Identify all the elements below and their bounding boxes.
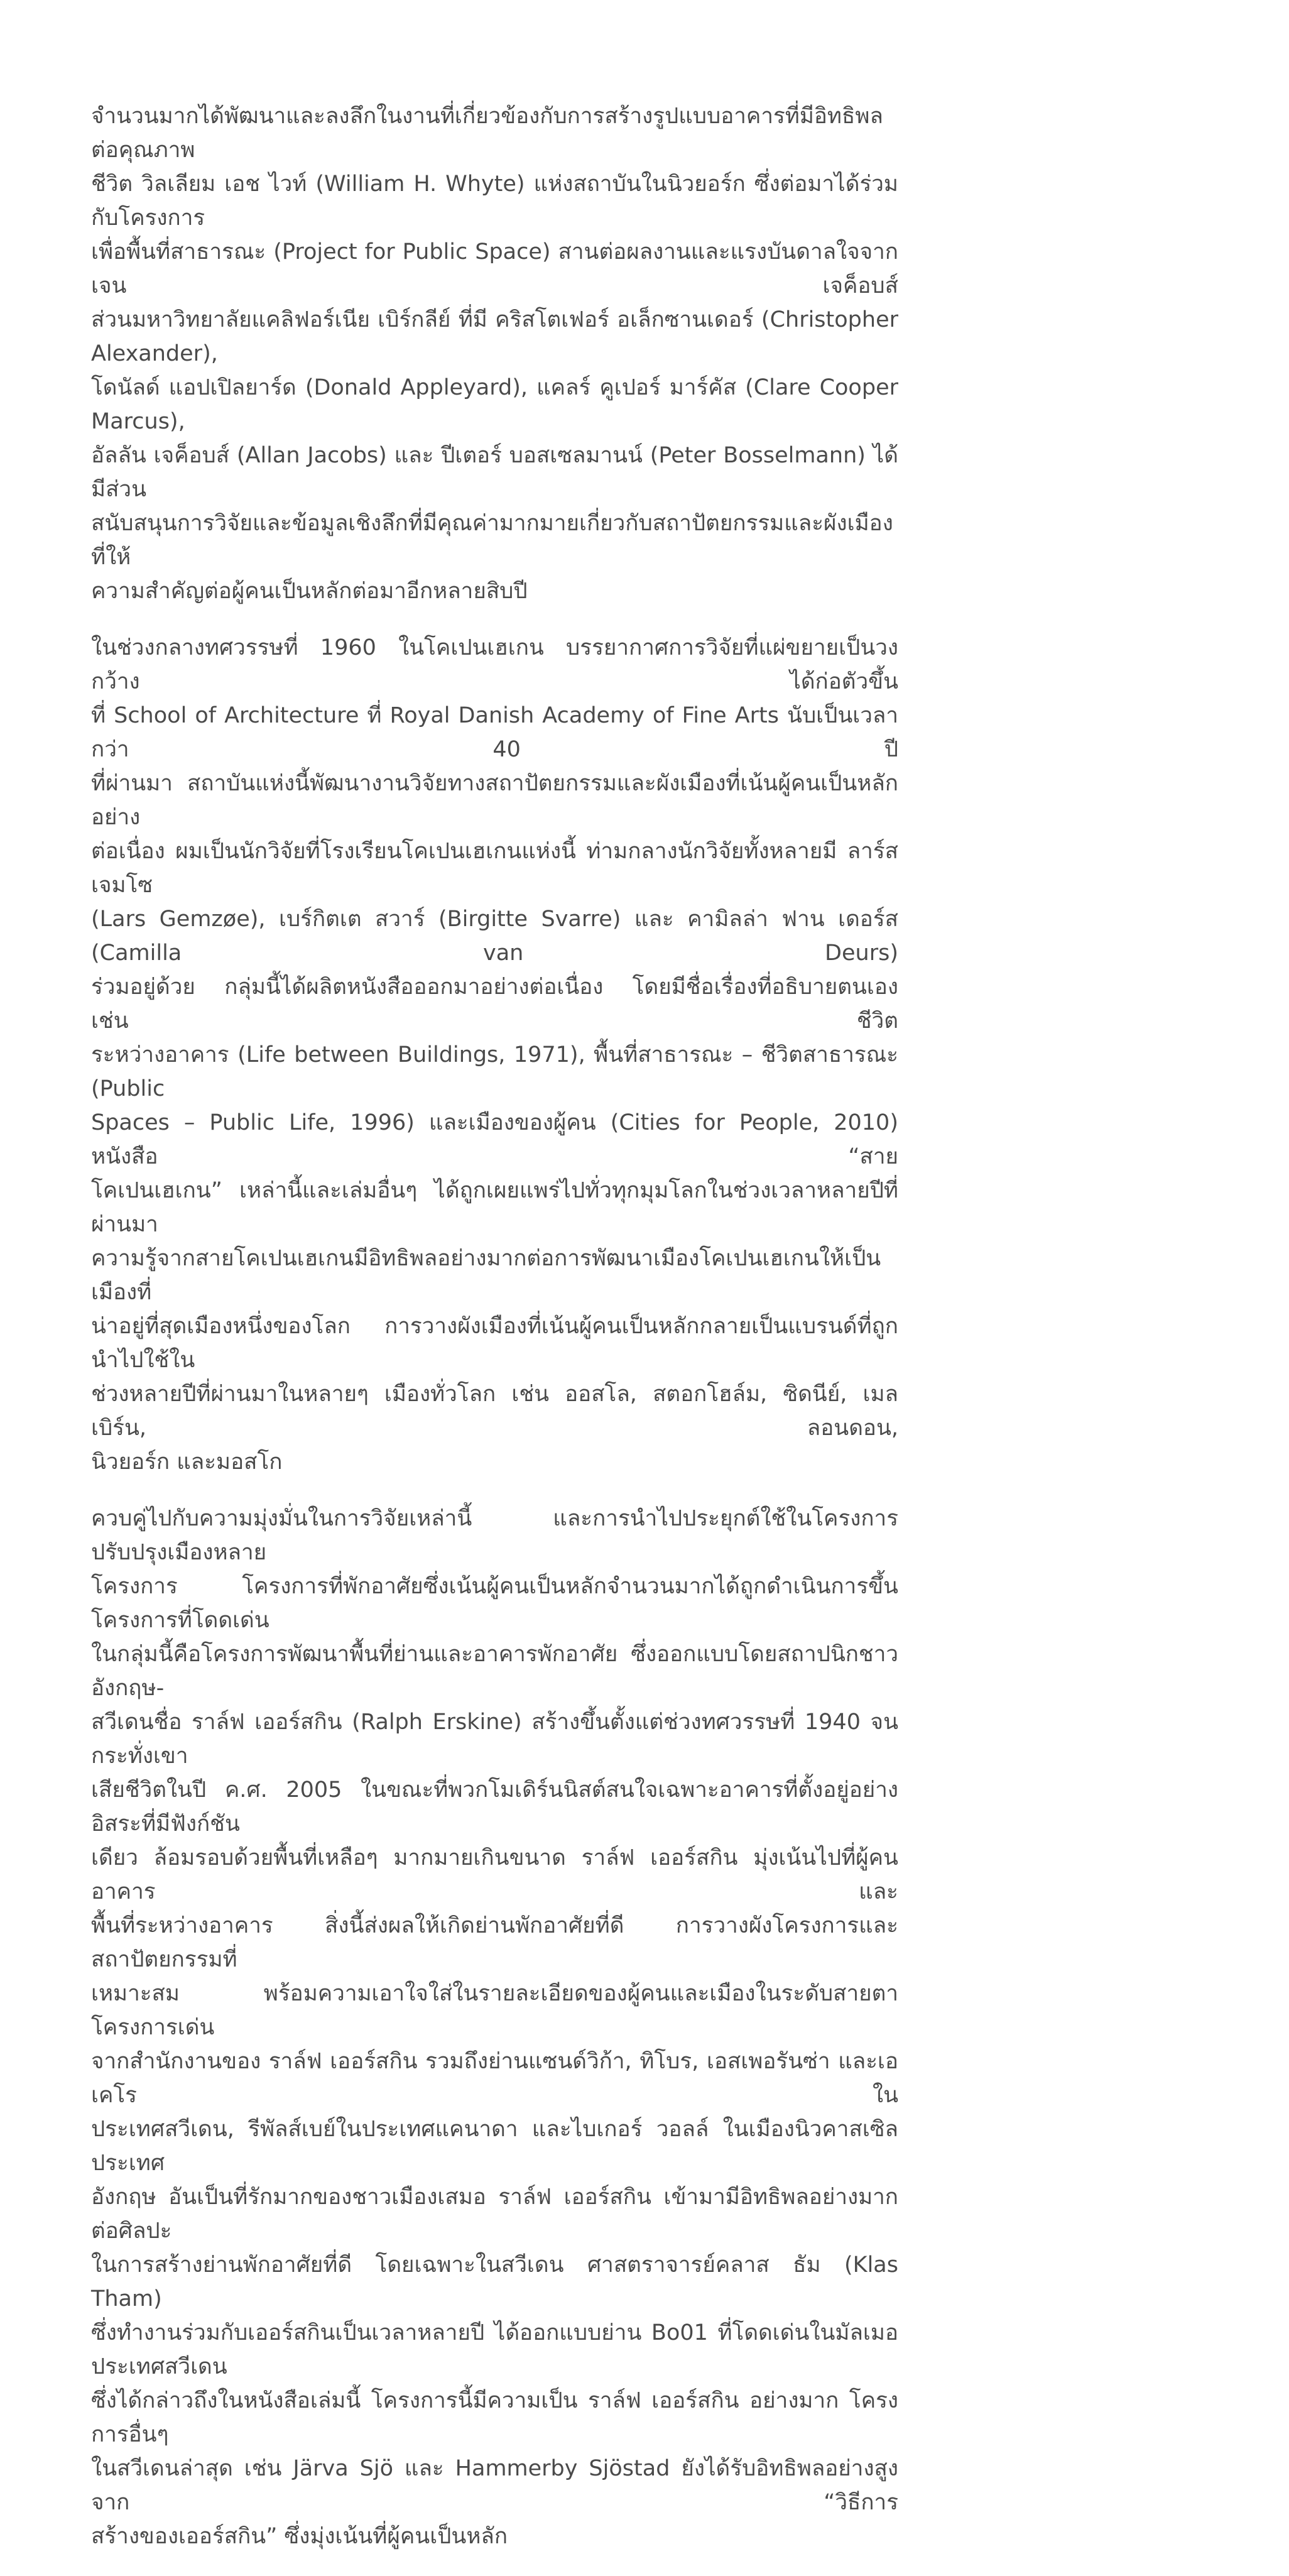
text-line: สนับสนุนการวิจัยและข้อมูลเชิงลึกที่มีคุณค่ามากมายเกี่ยวกับสถาปัตยกรรมและผังเมืองที่ให้ [91,511,893,570]
text-line: พื้นที่ระหว่างอาคาร สิ่งนี้ส่งผลให้เกิดย่านพักอาศัยที่ดี การวางผังโครงการและสถาปัตยกรรมที่ [91,1913,898,1972]
text-line: สวีเดนชื่อ ราล์ฟ เออร์สกิน (Ralph Erskine) สร้างขึ้นตั้งแต่ช่วงทศวรรษที่ 1940 จนกระทั่งเขา [91,1710,898,1769]
text-line: ควบคู่ไปกับความมุ่งมั่นในการวิจัยเหล่านี้ และการนำไปประยุกต์ใช้ในโครงการปรับปรุงเมืองหลาย [91,1506,898,1565]
text-line: ในการสร้างย่านพักอาศัยที่ดี โดยเฉพาะในสวีเดน ศาสตราจารย์คลาส ธัม (Klas Tham) [91,2252,898,2311]
text-line: ที่ผ่านมา สถาบันแห่งนี้พัฒนางานวิจัยทางสถาปัตยกรรมและผังเมืองที่เน้นผู้คนเป็นหลักอย่าง [91,771,898,830]
text-line: นิวยอร์ก และมอสโก [91,1449,283,1475]
paragraph-3 [91,1502,898,2553]
text-line: เสียชีวิตในปี ค.ศ. 2005 ในขณะที่พวกโมเดิร์นนิสต์สนใจเฉพาะอาคารที่ตั้งอยู่อย่างอิสระที่มีฟังก์ชัน [91,1777,898,1836]
body-text [91,99,898,2576]
text-line: ในช่วงกลางทศวรรษที่ 1960 ในโคเปนเฮเกน บรรยากาศการวิจัยที่แผ่ขยายเป็นวงกว้าง ได้ก่อตัวขึ้น [91,635,898,694]
paragraph-2 [91,631,898,1479]
text-line: ช่วงหลายปีที่ผ่านมาในหลายๆ เมืองทั่วโลก เช่น ออสโล, สตอกโฮล์ม, ซิดนีย์, เมลเบิร์น, ลอนดอน, [91,1382,898,1441]
text-line: ส่วนมหาวิทยาลัยแคลิฟอร์เนีย เบิร์กลีย์ ที่มี คริสโตเฟอร์ อเล็กซานเดอร์ (Christopher Alexander), [91,307,898,366]
text-line: น่าอยู่ที่สุดเมืองหนึ่งของโลก การวางผังเมืองที่เน้นผู้คนเป็นหลักกลายเป็นแบรนด์ที่ถูกนำไปใช้ใน [91,1314,898,1373]
text-line: โดนัลด์ แอปเปิลยาร์ด (Donald Appleyard), แคลร์ คูเปอร์ มาร์คัส (Clare Cooper Marcus), [91,375,898,434]
text-line: ระหว่างอาคาร (Life between Buildings, 1971), พื้นที่สาธารณะ – ชีวิตสาธารณะ (Public [91,1042,898,1101]
text-line: ในสวีเดนล่าสุด เช่น Järva Sjö และ Hammerby Sjöstad ยังได้รับอิทธิพลอย่างสูงจาก “วิธีการ [91,2456,898,2515]
text-line: เดียว ล้อมรอบด้วยพื้นที่เหลือๆ มากมายเกินขนาด ราล์ฟ เออร์สกิน มุ่งเน้นไปที่ผู้คน อาคาร และ [91,1845,898,1904]
text-line: ชีวิต วิลเลียม เอช ไวท์ (William H. Whyte) แห่งสถาบันในนิวยอร์ก ซึ่งต่อมาได้ร่วมกับโครงการ [91,172,898,231]
text-line: ซึ่งทำงานร่วมกับเออร์สกินเป็นเวลาหลายปี ได้ออกแบบย่าน Bo01 ที่โดดเด่นในมัลเมอ ประเทศสวีเดน [91,2320,898,2379]
text-line: ที่ School of Architecture ที่ Royal Danish Academy of Fine Arts นับเป็นเวลากว่า 40 ปี [91,703,898,762]
text-line: สร้างของเออร์สกิน” ซึ่งมุ่งเน้นที่ผู้คนเป็นหลัก [91,2524,508,2549]
text-line: ความสำคัญต่อผู้คนเป็นหลักต่อมาอีกหลายสิบปี [91,579,528,604]
text-line: อัลลัน เจค็อบส์ (Allan Jacobs) และ ปีเตอร์ บอสเซลมานน์ (Peter Bosselmann) ได้มีส่วน [91,443,898,502]
text-line: ซึ่งได้กล่าวถึงในหนังสือเล่มนี้ โครงการนี้มีความเป็น ราล์ฟ เออร์สกิน อย่างมาก โครงการอื่นๆ [91,2388,898,2447]
paragraph-1 [91,99,898,608]
text-line: ประเทศสวีเดน, รีพัลส์เบย์ในประเทศแคนาดา และไบเกอร์ วอลล์ ในเมืองนิวคาสเซิล ประเทศ [91,2117,898,2176]
text-line: ในกลุ่มนี้คือโครงการพัฒนาพื้นที่ย่านและอาคารพักอาศัย ซึ่งออกแบบโดยสถาปนิกชาวอังกฤษ- [91,1642,898,1701]
text-line: อังกฤษ อันเป็นที่รักมากของชาวเมืองเสมอ ราล์ฟ เออร์สกิน เข้ามามีอิทธิพลอย่างมากต่อศิลปะ [91,2185,898,2244]
text-line: (Lars Gemzøe), เบร์กิตเต สวาร์ (Birgitte Svarre) และ คามิลล่า ฟาน เดอร์ส (Camilla van Deurs) [91,907,898,966]
text-line: Spaces – Public Life, 1996) และเมืองของผู้คน (Cities for People, 2010) หนังสือ “สาย [91,1110,898,1169]
text-line: เพื่อพื้นที่สาธารณะ (Project for Public Space) สานต่อผลงานและแรงบันดาลใจจาก เจน เจค็อบส์ [91,239,898,298]
text-line: เหมาะสม พร้อมความเอาใจใส่ในรายละเอียดของผู้คนและเมืองในระดับสายตา โครงการเด่น [91,1981,898,2040]
text-line: จำนวนมากได้พัฒนาและลงลึกในงานที่เกี่ยวข้องกับการสร้างรูปแบบอาคารที่มีอิทธิพลต่อคุณภาพ [91,104,883,163]
text-line: ร่วมอยู่ด้วย กลุ่มนี้ได้ผลิตหนังสือออกมาอย่างต่อเนื่อง โดยมีชื่อเรื่องที่อธิบายตนเอง เช่น ชีวิต [91,974,898,1034]
text-line: จากสำนักงานของ ราล์ฟ เออร์สกิน รวมถึงย่านแซนด์วิก้า, ทิโบร, เอสเพอรันซ่า และเอเคโร ใน [91,2049,898,2108]
text-line: โคเปนเฮเกน” เหล่านี้และเล่มอื่นๆ ได้ถูกเผยแพร่ไปทั่วทุกมุมโลกในช่วงเวลาหลายปีที่ผ่านมา [91,1178,898,1237]
text-line: โครงการ โครงการที่พักอาศัยซึ่งเน้นผู้คนเป็นหลักจำนวนมากได้ถูกดำเนินการขึ้น โครงการที่โดดเด่น [91,1574,898,1633]
text-line: ความรู้จากสายโคเปนเฮเกนมีอิทธิพลอย่างมากต่อการพัฒนาเมืองโคเปนเฮเกนให้เป็นเมืองที่ [91,1246,881,1305]
text-line: ต่อเนื่อง ผมเป็นนักวิจัยที่โรงเรียนโคเปนเฮเกนแห่งนี้ ท่ามกลางนักวิจัยทั้งหลายมี ลาร์ส เจมโซ [91,839,898,898]
